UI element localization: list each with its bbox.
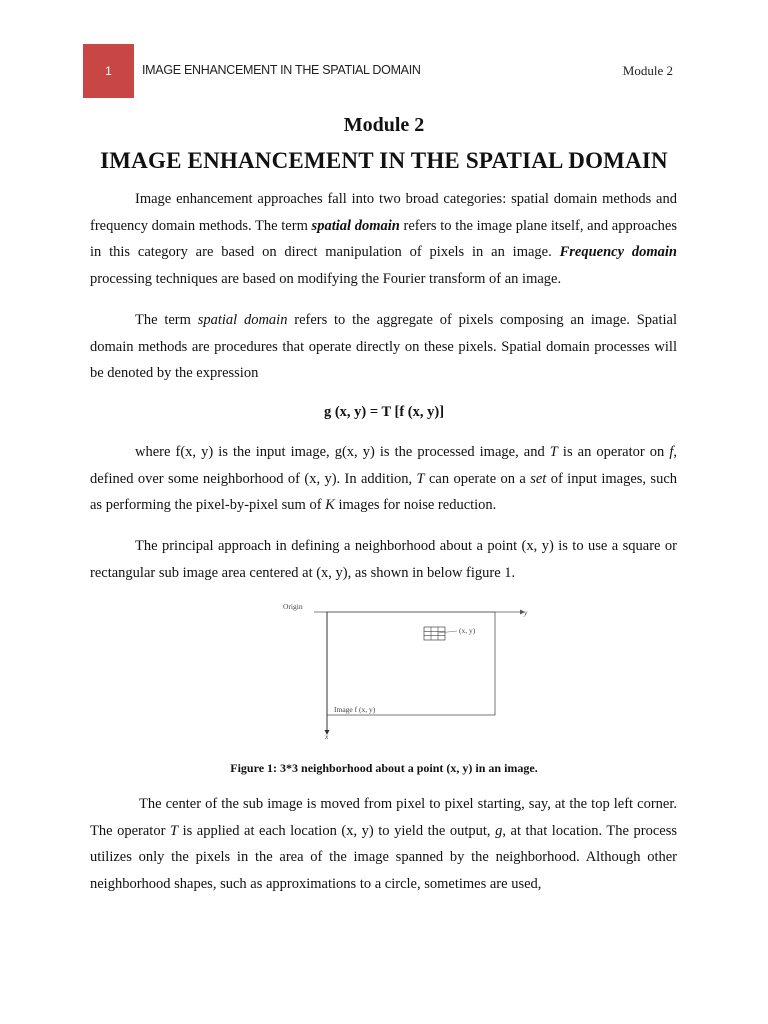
neighborhood-grid [424,627,445,640]
paragraph-spatial-domain: The term spatial domain refers to the aggregate of pixels composing an image. Spatial domain methods are procedures that operate directly on these pixels. Spatial domain processes will be denoted by the expression [90,312,677,381]
paragraph-sub-image: The center of the sub image is moved from pixel to pixel starting, say, at the top left corner. The operator T is applied at each location (x, y) to yield the output, g, at that location. The process utilizes only the pixels in the area of the image spanned by the neighborhood. Although other neighborhood shapes, such as approximations to a circle, sometimes are used, [90,796,677,892]
x-axis-label: x [325,732,329,740]
origin-label: Origin [283,602,303,611]
running-header-title: IMAGE ENHANCEMENT IN THE SPATIAL DOMAIN [142,63,421,77]
image-label: Image f (x, y) [334,705,376,714]
module-heading: Module 2 [343,114,425,136]
paragraph-neighborhood: The principal approach in defining a neighborhood about a point (x, y) is to use a square or rectangular sub image area centered at (x, y), as shown in below figure 1. [90,538,677,581]
chapter-title: IMAGE ENHANCEMENT IN THE SPATIAL DOMAIN [100,148,668,173]
running-header-module: Module 2 [622,63,673,78]
paragraph-intro: Image enhancement approaches fall into two broad categories: spatial domain methods and frequency domain methods. The term spatial domain refers to the image plane itself, and approaches in this category are based on direct manipulation of pixels in an image. Frequency domain processing techniques are based on modifying the Fourier transform of an image. [90,191,677,287]
figure-caption: Figure 1: 3*3 neighborhood about a point (x, y) in an image. [230,761,538,775]
page-number-badge [83,44,134,98]
neighborhood-figure [280,600,530,740]
paragraph-operator: where f(x, y) is the input image, g(x, y) is the processed image, and T is an operator on f, defined over some neighborhood of (x, y). In addition, T can operate on a set of input images, such as performing the pixel-by-pixel sum of K images for noise reduction. [90,444,678,513]
page-number: 1 [105,64,112,78]
y-axis-label: y [524,608,528,617]
equation: g (x, y) = T [f (x, y)] [323,404,445,420]
point-label: (x, y) [459,626,476,635]
